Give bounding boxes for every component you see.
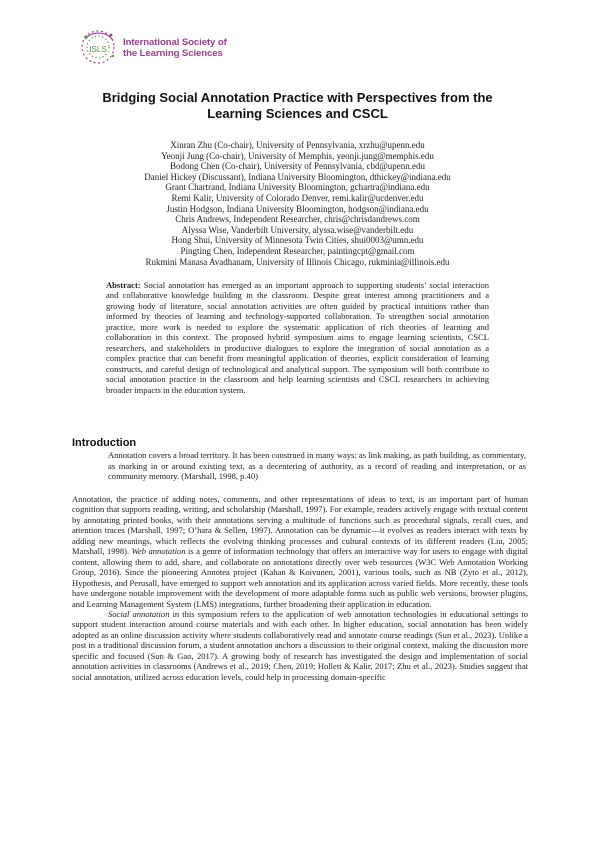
author-entry: Bodong Chen (Co-chair), University of Pennsylvania, cbd@upenn.edu: [170, 161, 425, 172]
abstract-text: Social annotation has emerged as an important approach to supporting students’ social interaction and collaborative knowledge building in the classroom. Despite great interest among practitioners and a growing body of literature, social annotation activities are often guided by practical intuitions rather than informed by theories of learning and technology-supported collaboration. To strengthen social annotation practice, more work is needed to explore the systematic application of rich theories of learning and collaboration in this context. The proposed hybrid symposium aims to engage learning scientists, CSCL researchers, and stakeholders in productive dialogues to explore the integration of social annotation as a complex practice that can benefit from meaningful application of theories, explicit consideration of learning constructs, and careful design of technological and analytical support. The symposium will both contribute to social annotation practice in the classroom and help learning scientists and CSCL researchers in achieving broader impacts in the education system.: [106, 280, 489, 395]
author-entry: Pingting Chen, Independent Researcher, paintingcpt@gmail.com: [180, 245, 415, 256]
author-entry: Chris Andrews, Independent Researcher, chris@chrisdandrews.com: [175, 214, 420, 225]
emphasis-term: Social annotation: [108, 608, 170, 619]
body-text: [72, 494, 528, 682]
author-list: [40, 140, 555, 267]
abstract: [106, 280, 489, 395]
paragraph: [72, 609, 528, 682]
paper-title-line1: Bridging Social Annotation Practice with Perspectives from the: [102, 90, 493, 105]
paper-title: [40, 90, 555, 122]
logo-text-line2: the Learning Sciences: [123, 48, 223, 59]
paragraph-text: Annotation, the practice of adding notes, comments, and other representations of ideas to text, is an important part of human cognition that supports reading, writing, and scholarship (Marshall, 1997). For example, readers actively engage with textual content by annotating printed books, with their annotations serving a multitude of functions such as procedural signals, recall cues, and attention traces (Marshall, 1997; O’hara & Sellen, 1997). Annotation can be dynamic—it evolves as readers interact with texts by adding new meanings, which reflects the evolving thinking processes and cultural contexts of its different readers (Liu, 2005; Marshall, 1998).: [72, 494, 528, 557]
author-entry: Grant Chartrand, Indiana University Bloomington, gchartra@indiana.edu: [165, 182, 430, 193]
author-entry: Yeonji Jung (Co-chair), University of Memphis, yeonji.jung@memphis.edu: [161, 150, 434, 161]
section-heading-introduction: Introduction: [72, 437, 137, 449]
paragraph: [72, 494, 528, 609]
author-entry: Justin Hodgson, Indiana University Bloomington, hodgson@indiana.edu: [166, 203, 429, 214]
paragraph-text: in this symposium refers to the application of web annotation technologies in educational settings to support student interaction around course materials and with each other. In higher education, social annotation has been widely adopted as an online discussion activity where students collaboratively read and annotate course readings (Sun et al., 2023). Unlike a post in a traditional discussion forum, a student annotation anchors a discussion to their original context, making the discussion more specific and focused (Sun & Gao, 2017). A growing body of research has investigated the design and implementation of social annotation activities in classrooms (Andrews et al., 2019; Chen, 2019; Hollett & Kalir, 2017; Zhu et al., 2023). Studies suggest that social annotation, utilized across education levels, could help in processing domain-specific: [72, 608, 528, 682]
block-quote: Annotation covers a broad territory. It has been construed in many ways: as link making, as path building, as commentary, as marking in or around existing text, as a decentering of authority, as a record of reading and interpretation, or as community memory. (Marshall, 1998, p.40): [108, 450, 526, 481]
abstract-label: Abstract:: [106, 280, 141, 290]
logo-text-line1: International Society of: [123, 37, 227, 48]
isls-logo-mark: [77, 26, 119, 68]
isls-logo: [77, 26, 237, 76]
paragraph-text: is a genre of information technology that offers an interactive way for users to engage with digital content, allowing them to add, share, and collaborate on annotations directly over web resources (W3C Web Annotation Working Group, 2016). Since the pioneering Annotea project (Kahan & Koivunen, 2001), various tools, such as NB (Zyto et al., 2012), Hypothesis, and Perusall, have emerged to support web annotation and its application across varied fields. More recently, these tools have undergone notable improvement with the development of more adaptable forms such as public web versions, browser plugins, and Learning Management System (LMS) integrations, further broadening their application in education.: [72, 546, 528, 609]
author-entry: Alyssa Wise, Vanderbilt University, alyssa.wise@vanderbilt.edu: [181, 224, 414, 235]
author-entry: Hong Shui, University of Minnesota Twin Cities, shui0003@umn.edu: [171, 235, 424, 246]
author-entry: Xinran Zhu (Co-chair), University of Pennsylvania, xrzhu@upenn.edu: [170, 140, 425, 150]
paper-title-line2: Learning Sciences and CSCL: [207, 106, 388, 121]
author-entry: Rukmini Manasa Avadhanam, University of Illinois Chicago, rukminia@illinois.edu: [145, 256, 450, 267]
logo-mark-text: ISLS: [89, 45, 107, 54]
author-entry: Daniel Hickey (Discussant), Indiana University Bloomington, dthickey@indiana.edu: [144, 171, 451, 182]
emphasis-term: Web annotation: [131, 546, 186, 557]
author-entry: Remi Kalir, University of Colorado Denver, remi.kalir@ucdenver.edu: [171, 192, 424, 203]
